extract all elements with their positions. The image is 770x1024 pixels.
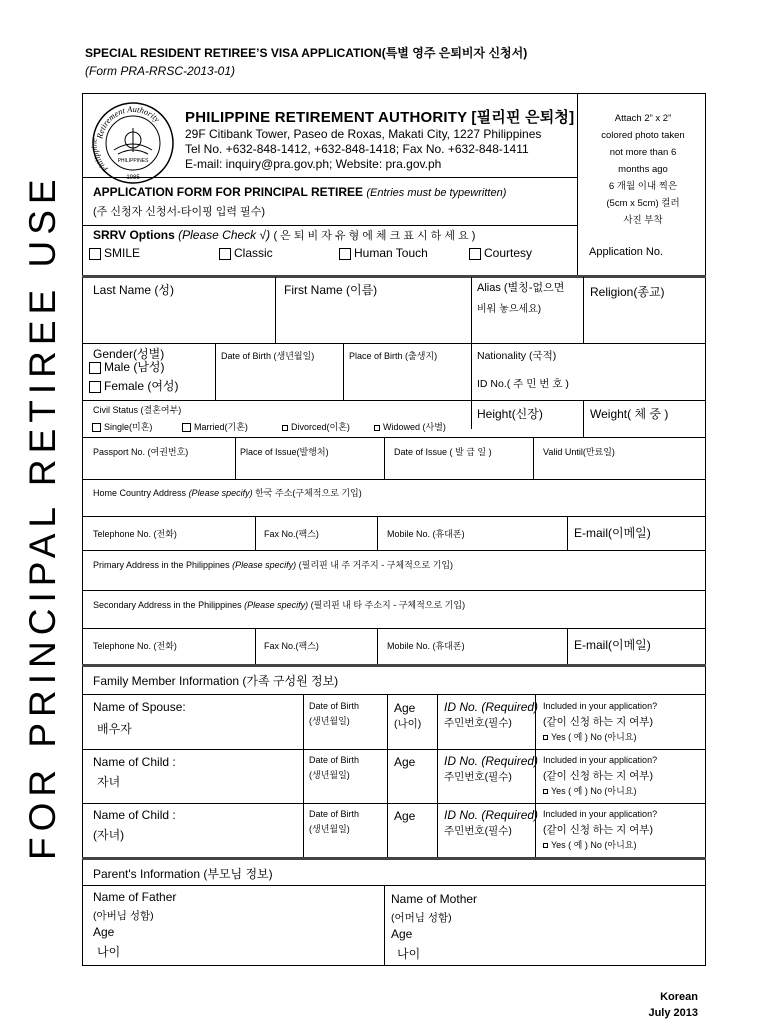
father-age-field[interactable]: Age (93, 925, 115, 939)
divider (471, 343, 472, 429)
passport-number-field[interactable]: Passport No. (여권번호) (93, 447, 189, 457)
primary-address-specify: (Please specify) (232, 560, 297, 570)
checkbox-icon[interactable] (182, 423, 191, 432)
divider (567, 516, 568, 550)
spouse-name-field[interactable]: Name of Spouse: (93, 700, 186, 714)
photo-text-line: (5cm x 5cm) 컬러 (606, 198, 680, 209)
divider (82, 885, 706, 886)
srrv-korean: ( 은 퇴 비 자 유 형 에 체 크 표 시 하 세 요 ) (273, 230, 476, 242)
spouse-id-korean: 주민번호(필수) (444, 717, 512, 729)
valid-until-field[interactable]: Valid Until(만료일) (543, 447, 615, 457)
checkbox-icon[interactable] (374, 425, 380, 431)
option-label: Courtesy (484, 246, 533, 260)
child1-dob-field[interactable]: Date of Birth (309, 755, 360, 765)
yes-no-label: Yes ( 예 ) No (아니요) (551, 840, 637, 850)
alias-note: 비워 놓으세요) (477, 304, 542, 315)
divider (82, 516, 706, 517)
mother-name-field[interactable]: Name of Mother (391, 892, 478, 906)
checkbox-icon[interactable] (89, 381, 101, 393)
divider (533, 437, 534, 479)
divider (255, 516, 256, 550)
svg-text:Retirement Authority (94, 104, 162, 141)
secondary-address-specify: (Please specify) (244, 600, 309, 610)
photo-text-line: months ago (618, 164, 668, 175)
parents-section-title: Parent's Information (부모님 정보) (93, 867, 273, 881)
spouse-dob-korean: (생년월일) (309, 716, 350, 726)
srrv-human-touch-option[interactable] (339, 246, 428, 260)
mother-age-field[interactable]: Age (391, 927, 413, 941)
divider (82, 400, 471, 401)
divider (82, 694, 706, 695)
id-label: ID No. (Required) (444, 700, 539, 714)
photo-text-line: colored photo taken (601, 130, 685, 141)
side-banner-text: FOR PRINCIPAL RETIREE USE (22, 173, 63, 860)
divider (82, 664, 706, 667)
srrv-classic-option[interactable] (219, 246, 273, 260)
divider (82, 479, 706, 480)
srrv-smile-option[interactable] (89, 246, 140, 260)
checkbox-icon[interactable] (543, 789, 548, 794)
photo-text-line: Attach 2” x 2” (614, 113, 672, 124)
id-number-field[interactable]: ID No.( 주 민 번 호 ) (477, 378, 569, 390)
divider (343, 343, 344, 400)
divider (82, 857, 706, 860)
divider (82, 550, 706, 551)
child1-age-field[interactable]: Age (394, 755, 416, 769)
email-field-2[interactable]: E-mail(이메일) (574, 638, 651, 652)
checkbox-icon[interactable] (282, 425, 288, 431)
date-of-issue-field[interactable]: Date of Issue ( 발 급 일 ) (394, 447, 492, 457)
father-age-korean: 나이 (97, 945, 121, 959)
first-name-field[interactable]: First Name (이름) (284, 283, 378, 297)
org-name: PHILIPPINE RETIREMENT AUTHORITY [필리핀 은퇴청] (185, 109, 575, 126)
child2-included-yes-no[interactable] (543, 838, 636, 851)
divider (235, 437, 236, 479)
weight-field[interactable]: Weight( 체 중 ) (590, 407, 669, 421)
divider (255, 628, 256, 664)
application-form-title (93, 185, 506, 199)
child1-dob-korean: (생년월일) (309, 770, 350, 780)
yes-no-label: Yes ( 예 ) No (아니요) (551, 732, 637, 742)
option-label: Widowed (사별) (383, 422, 446, 432)
place-of-birth-field[interactable]: Place of Birth (출생지) (349, 351, 438, 361)
photo-instruction (578, 110, 708, 229)
divider (577, 93, 578, 277)
divider (387, 694, 388, 857)
child1-id-korean: 주민번호(필수) (444, 771, 512, 783)
home-address-korean: 한국 주소(구체적으로 기입) (255, 488, 362, 498)
father-name-korean: (아버님 성함) (93, 910, 154, 922)
father-name-field[interactable]: Name of Father (93, 890, 177, 904)
photo-text-line: 6 개월 이내 찍은 (608, 181, 678, 192)
divider (377, 628, 378, 664)
child2-name-field[interactable]: Name of Child : (93, 808, 176, 822)
org-email-line: E-mail: inquiry@pra.gov.ph; Website: pra.gov.ph (185, 157, 442, 171)
org-phone-line: Tel No. +632-848-1412, +632-848-1418; Fax No. +632-848-1411 (185, 142, 529, 156)
child1-included-label: Included in your application? (543, 755, 658, 765)
option-label: Married(기혼) (194, 422, 248, 432)
pra-logo-icon (90, 100, 176, 186)
footer-language: Korean (660, 991, 698, 1003)
spouse-name-korean: 배우자 (97, 722, 132, 736)
checkbox-icon[interactable] (92, 423, 101, 432)
divider (82, 628, 706, 629)
gender-label: Gender(성별) (93, 347, 165, 361)
divider (82, 590, 706, 591)
divider (82, 749, 706, 750)
email-field[interactable]: E-mail(이메일) (574, 526, 651, 540)
divider (384, 885, 385, 966)
place-of-issue-field[interactable]: Place of Issue(발행처) (240, 447, 329, 457)
checkbox-icon[interactable] (219, 248, 231, 260)
civil-divorced-option[interactable] (282, 420, 350, 433)
form-title-korean: (주 신청자 신청서-타이핑 입력 필수) (93, 206, 265, 218)
id-label: ID No. (Required) (444, 754, 539, 768)
application-number-label: Application No. (589, 246, 663, 258)
nationality-field[interactable]: Nationality (국적) (477, 350, 557, 362)
civil-status-label: Civil Status (결혼여부) (93, 405, 182, 415)
footer-date: July 2013 (648, 1007, 698, 1019)
checkbox-icon[interactable] (339, 248, 351, 260)
spouse-id-field[interactable] (444, 700, 538, 714)
divider (377, 516, 378, 550)
divider (82, 275, 706, 278)
srrv-options-label (93, 227, 475, 243)
mobile-field-2[interactable]: Mobile No. (휴대폰) (387, 641, 465, 651)
divider (303, 694, 304, 857)
option-label: Female (여성) (104, 379, 179, 393)
mother-name-korean: (어머님 성함) (391, 912, 452, 924)
divider (384, 437, 385, 479)
srrv-check-note: (Please Check √) (178, 228, 271, 242)
id-label: ID No. (Required) (444, 808, 539, 822)
divider (82, 343, 706, 344)
fax-field-2[interactable]: Fax No.(팩스) (264, 641, 319, 651)
svg-text:Philippine (90, 137, 110, 174)
child2-id-korean: 주민번호(필수) (444, 825, 512, 837)
checkbox-icon[interactable] (469, 248, 481, 260)
primary-address-field[interactable] (93, 558, 453, 571)
height-field[interactable]: Height(신장) (477, 407, 543, 421)
secondary-address-label: Secondary Address in the Philippines (93, 600, 242, 610)
home-address-label: Home Country Address (93, 488, 187, 498)
checkbox-icon[interactable] (89, 362, 101, 374)
child1-name-field[interactable]: Name of Child : (93, 755, 176, 769)
mobile-field[interactable]: Mobile No. (휴대폰) (387, 529, 465, 539)
last-name-field[interactable]: Last Name (성) (93, 283, 174, 297)
srrv-label: SRRV Options (93, 228, 175, 242)
option-label: Male (남성) (104, 360, 165, 374)
spouse-included-korean: (같이 신청 하는 지 여부) (543, 716, 653, 728)
divider (583, 400, 584, 438)
gender-male-option[interactable] (89, 358, 165, 375)
divider (471, 400, 706, 401)
family-section-title: Family Member Information (가족 구성원 정보) (93, 674, 339, 688)
divider (82, 177, 577, 178)
telephone-field[interactable]: Telephone No. (전화) (93, 529, 177, 539)
form-title-main: APPLICATION FORM FOR PRINCIPAL RETIREE (93, 185, 364, 199)
form-title-note: (Entries must be typewritten) (366, 187, 507, 199)
secondary-address-korean: (필리핀 내 타 주소지 - 구체적으로 기입) (310, 600, 466, 610)
divider (535, 694, 536, 857)
civil-widowed-option[interactable] (374, 420, 446, 433)
divider (437, 694, 438, 857)
photo-text-line: not more than 6 (609, 147, 677, 158)
secondary-address-field[interactable] (93, 598, 465, 611)
gender-female-option[interactable] (89, 377, 179, 394)
child1-included-yes-no[interactable] (543, 784, 636, 797)
divider (82, 437, 706, 438)
divider (215, 343, 216, 400)
photo-text-line: 사진 부착 (623, 215, 663, 226)
child2-included-korean: (같이 신청 하는 지 여부) (543, 824, 653, 836)
alias-field[interactable]: Alias (별칭-없으면 (477, 282, 565, 294)
primary-address-korean: (필리핀 내 주 거주지 - 구체적으로 기입) (298, 560, 454, 570)
checkbox-icon[interactable] (89, 248, 101, 260)
logo-left-text: Philippine (90, 137, 110, 174)
option-label: Single(미혼) (104, 422, 153, 432)
org-address (185, 127, 541, 172)
mother-age-korean: 나이 (397, 947, 421, 961)
divider (82, 225, 577, 226)
logo-top-text: Retirement Authority (94, 103, 163, 140)
yes-no-label: Yes ( 예 ) No (아니요) (551, 786, 637, 796)
option-label: SMILE (104, 246, 141, 260)
home-address-field[interactable] (93, 486, 362, 499)
logo-year-text: 1985 (126, 175, 140, 181)
child2-dob-field[interactable]: Date of Birth (309, 809, 360, 819)
child2-id-field[interactable] (444, 808, 538, 822)
spouse-age-korean: (나이) (394, 718, 422, 730)
form-number: (Form PRA-RRSC-2013-01) (85, 64, 236, 78)
child2-dob-korean: (생년월일) (309, 824, 350, 834)
child1-id-field[interactable] (444, 754, 538, 768)
divider (82, 803, 706, 804)
option-label: Classic (234, 246, 273, 260)
spouse-dob-field[interactable]: Date of Birth (309, 701, 360, 711)
option-label: Human Touch (354, 246, 428, 260)
telephone-field-2[interactable]: Telephone No. (전화) (93, 641, 177, 651)
spouse-included-yes-no[interactable] (543, 730, 636, 743)
child2-included-label: Included in your application? (543, 809, 658, 819)
divider (567, 628, 568, 664)
form-header-title: SPECIAL RESIDENT RETIREE’S VISA APPLICATION(특별 영주 은퇴비자 신청서) (85, 46, 528, 60)
spouse-age-field[interactable]: Age (394, 701, 416, 715)
divider (583, 277, 584, 343)
child1-name-korean: 자녀 (97, 775, 121, 789)
home-address-specify: (Please specify) (188, 488, 253, 498)
child2-age-field[interactable]: Age (394, 809, 416, 823)
divider (471, 277, 472, 343)
divider (275, 277, 276, 343)
primary-address-label: Primary Address in the Philippines (93, 560, 230, 570)
checkbox-icon[interactable] (543, 843, 548, 848)
child1-included-korean: (같이 신청 하는 지 여부) (543, 770, 653, 782)
logo-country-text: PHILIPPINES (117, 158, 149, 164)
option-label: Divorced(이혼) (291, 422, 350, 432)
org-address-line: 29F Citibank Tower, Paseo de Roxas, Makati City, 1227 Philippines (185, 127, 542, 141)
child2-name-korean: (자녀) (93, 828, 125, 842)
date-of-birth-field[interactable]: Date of Birth (생년월일) (221, 351, 315, 361)
civil-single-option[interactable] (92, 420, 152, 433)
religion-field[interactable]: Religion(종교) (590, 285, 665, 299)
spouse-included-label: Included in your application? (543, 701, 658, 711)
srrv-courtesy-option[interactable] (469, 246, 532, 260)
civil-married-option[interactable] (182, 420, 248, 433)
fax-field[interactable]: Fax No.(팩스) (264, 529, 319, 539)
checkbox-icon[interactable] (543, 735, 548, 740)
